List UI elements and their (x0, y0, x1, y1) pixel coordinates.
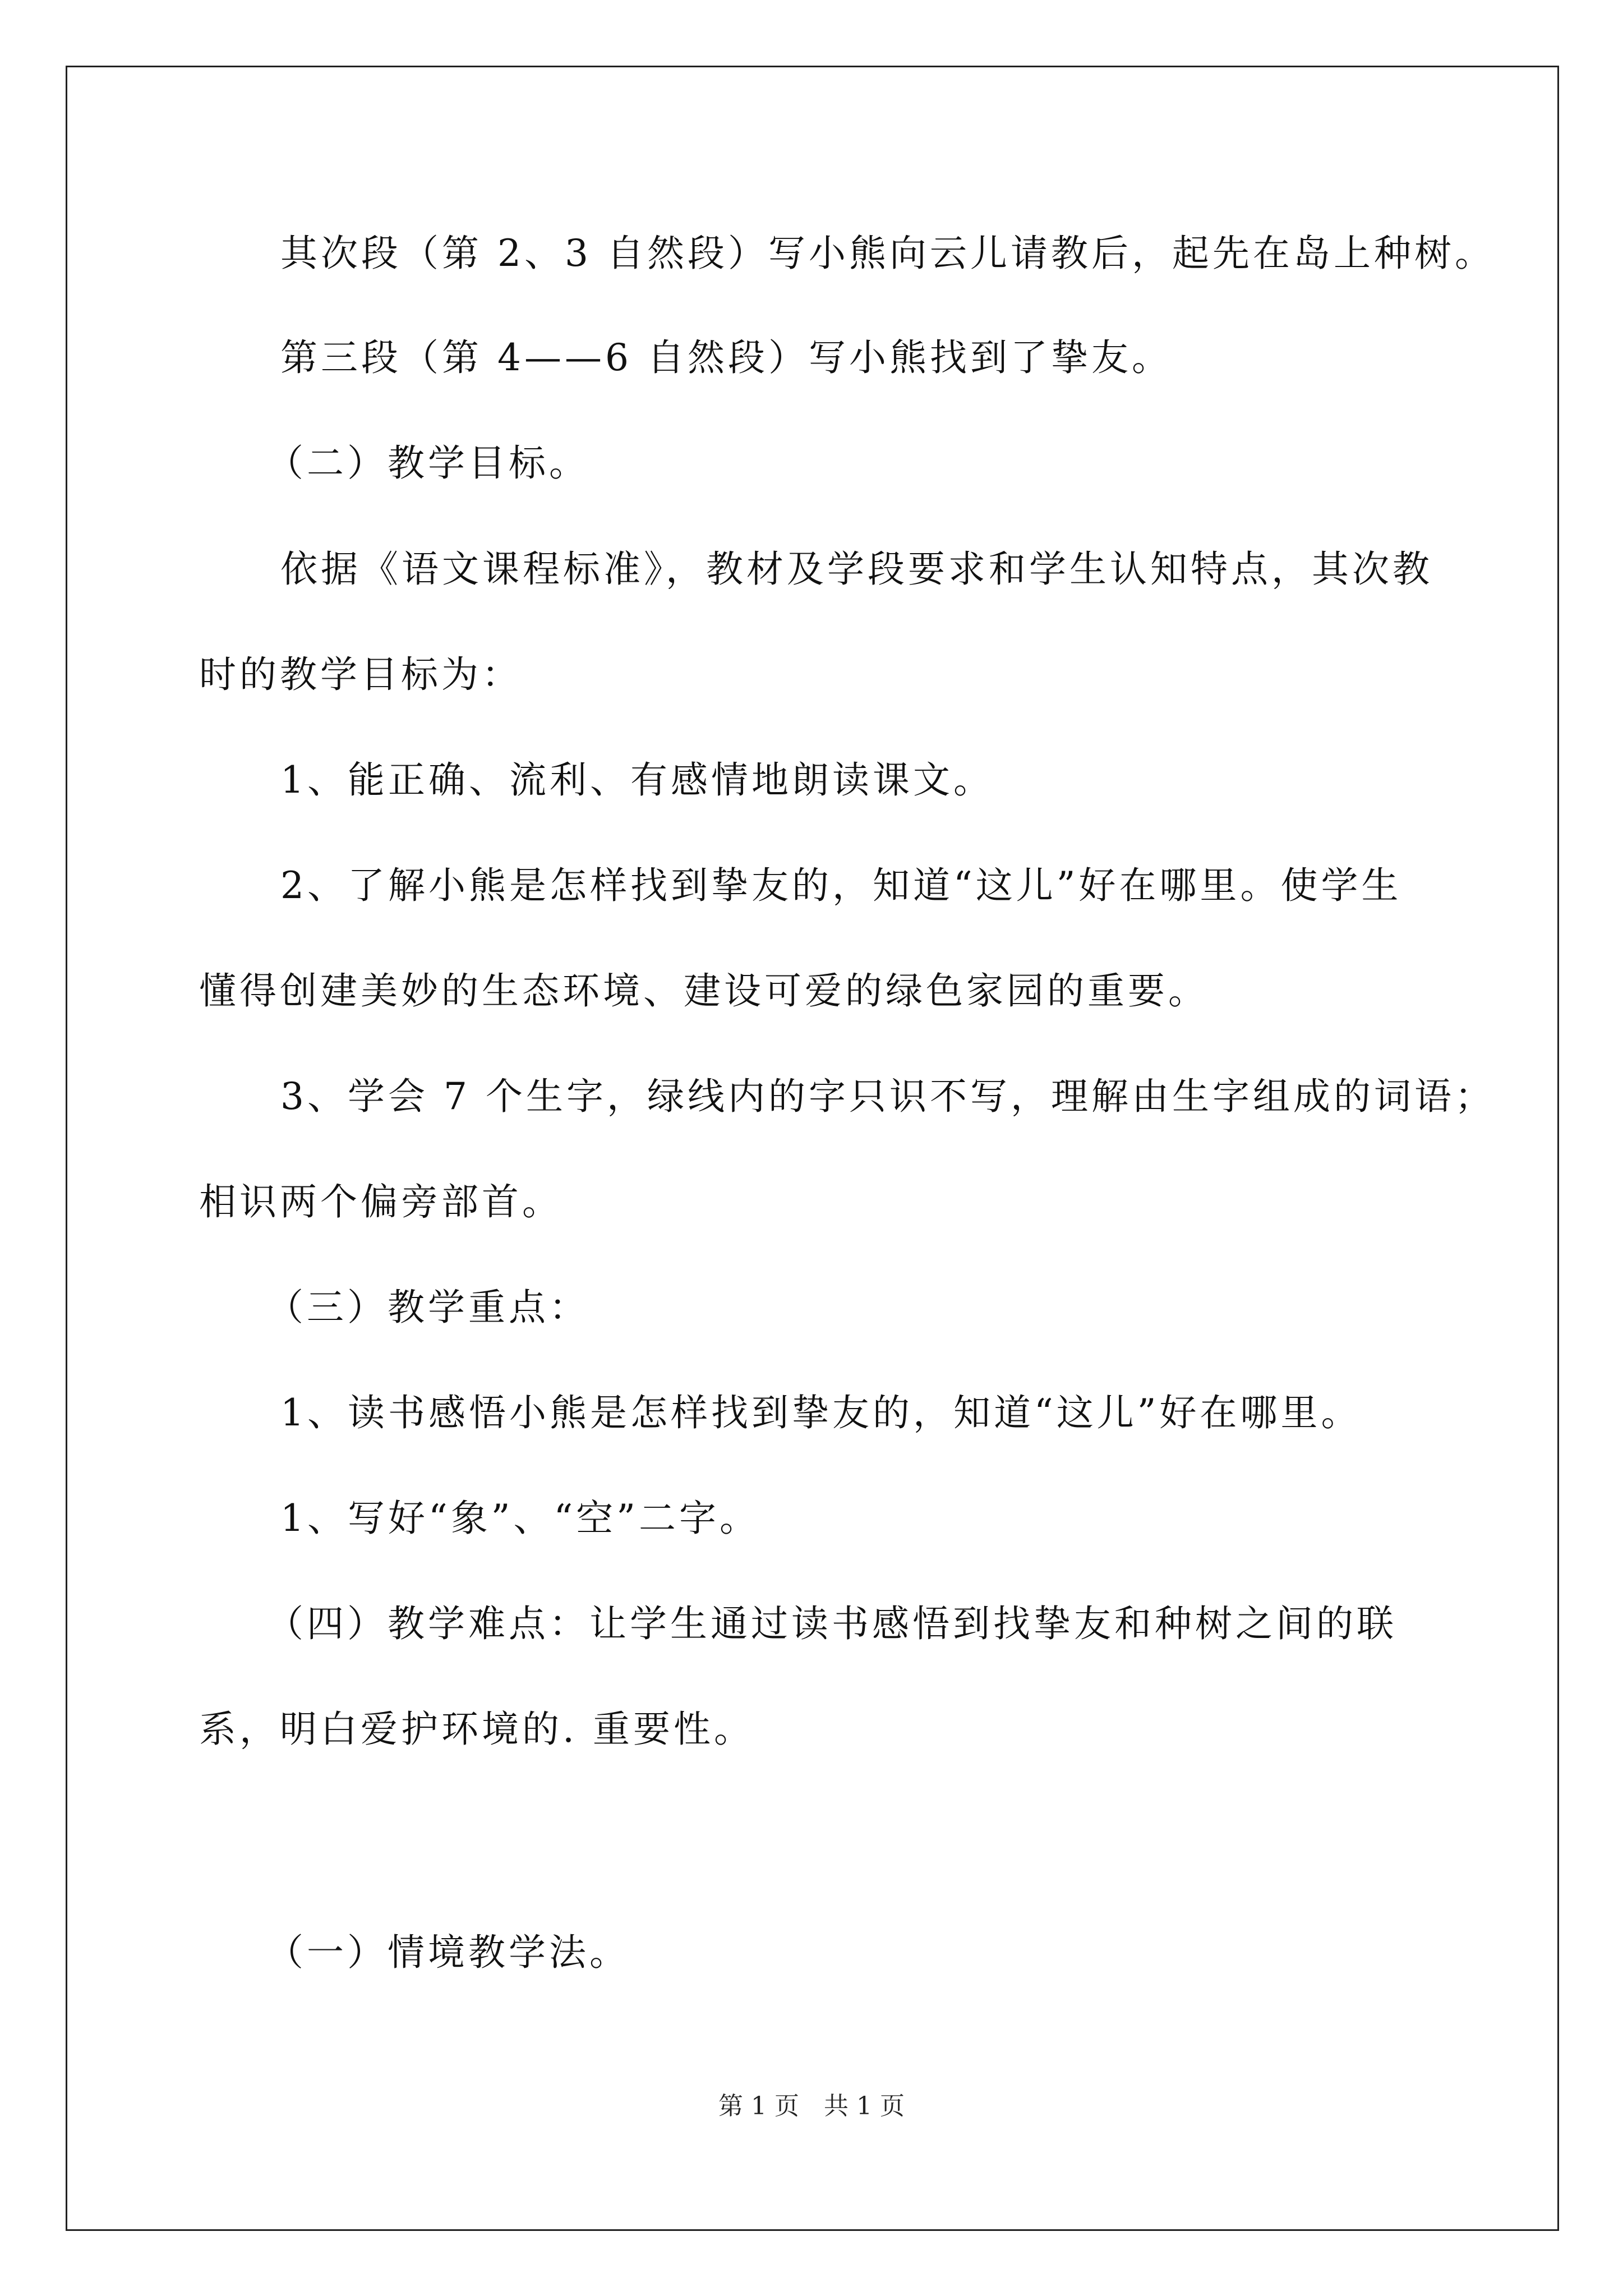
list-item: 1、读书感悟小熊是怎样找到挚友的，知道“这儿”好在哪里。 (280, 1391, 1362, 1434)
page-footer: 第 1 页 共 1 页 (718, 2092, 905, 2120)
section-heading: （一）情境教学法。 (266, 1931, 630, 1974)
page-border (66, 66, 1559, 2231)
section-heading: （二）教学目标。 (266, 441, 589, 485)
section-heading: （四）教学难点：让学生通过读书感悟到找挚友和种树之间的联 (266, 1602, 1397, 1645)
paragraph-line: 第三段（第 4——6 自然段）写小熊找到了挚友。 (280, 336, 1172, 379)
paragraph-line: 懂得创建美妙的生态环境、建设可爱的绿色家园的重要。 (199, 969, 1209, 1013)
list-item: 2、了解小熊是怎样找到挚友的，知道“这儿”好在哪里。使学生 (280, 864, 1402, 907)
list-item: 3、学会 7 个生字，绿线内的字只识不写，理解由生字组成的词语； (280, 1075, 1495, 1118)
paragraph-line: 时的教学目标为： (199, 653, 522, 696)
list-item: 1、写好“象”、“空”二字。 (280, 1497, 760, 1540)
paragraph-line: 相识两个偏旁部首。 (199, 1180, 562, 1223)
paragraph-line: 系，明白爱护环境的. 重要性。 (199, 1708, 754, 1751)
paragraph-line: 其次段（第 2、3 自然段）写小熊向云儿请教后，起先在岛上种树。 (280, 232, 1495, 275)
list-item: 1、能正确、流利、有感情地朗读课文。 (280, 758, 994, 802)
paragraph-line: 依据《语文课程标准》，教材及学段要求和学生认知特点，其次教 (280, 547, 1433, 591)
section-heading: （三）教学重点： (266, 1286, 589, 1329)
